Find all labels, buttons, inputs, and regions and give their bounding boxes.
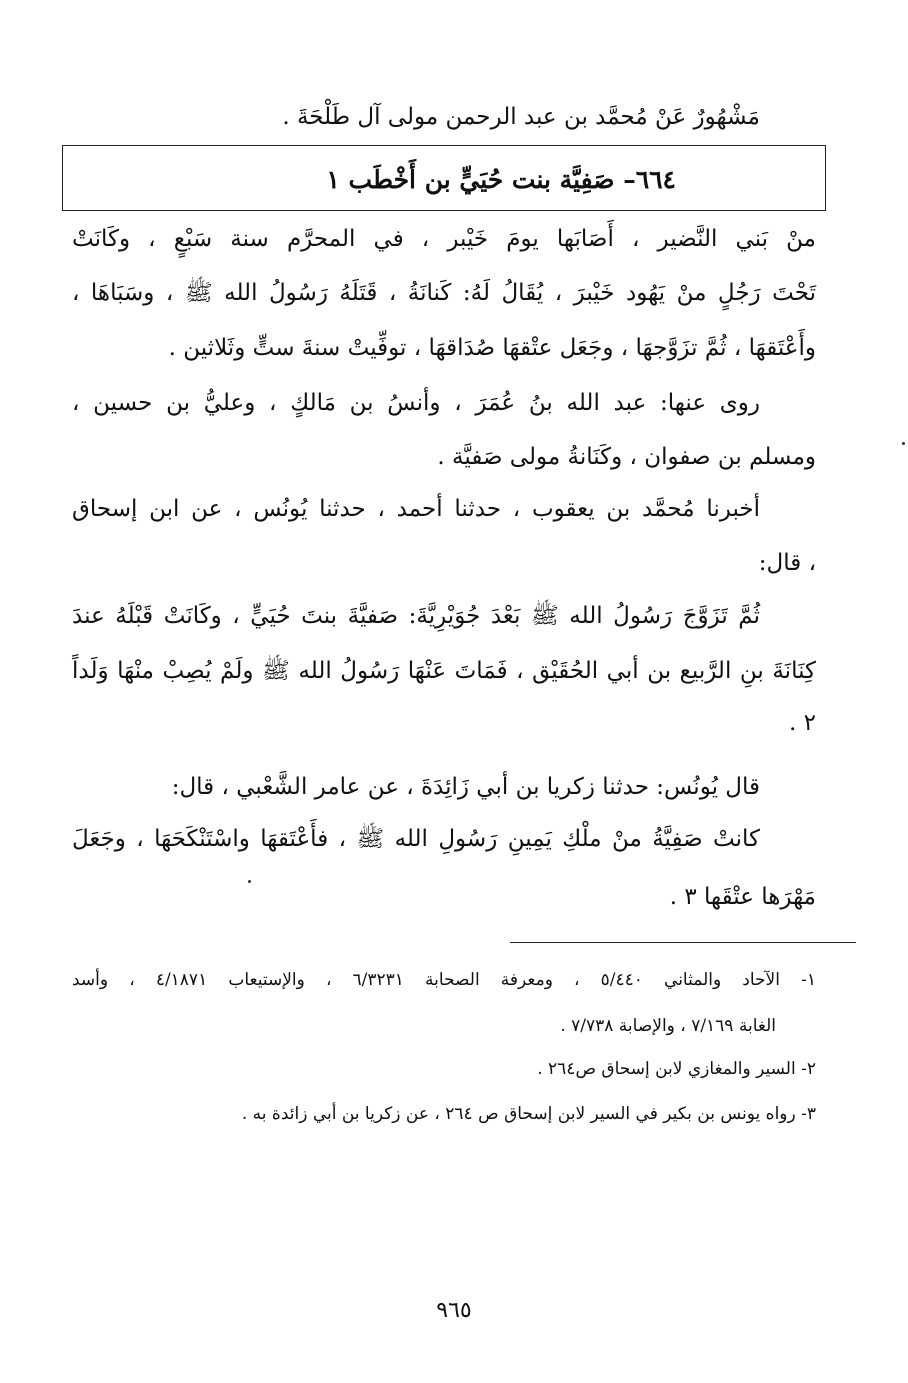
body-line-4: روى عنها: عبد الله بنُ عُمَرَ ، وأنسُ بن مَالكٍ ، وعليُّ بن حسين ،: [72, 390, 760, 416]
body-line-5: ومسلم بن صفوان ، وكَنَانةُ مولى صَفيَّة .: [437, 444, 816, 470]
scan-speck: [248, 880, 251, 883]
scan-speck: [902, 442, 905, 445]
header-line: مَشْهُورٌ عَنْ مُحمَّد بن عبد الرحمن مولى آل طَلْحَةَ .: [282, 104, 760, 130]
footnote-1-continued: الغابة ٧/١٦٩ ، والإصابة ٧/٧٣٨ .: [560, 1016, 776, 1036]
body-line-10: ٢ .: [789, 710, 816, 736]
body-line-11: قال يُونُس: حدثنا زكريا بن أبي زَائِدَةَ ، عن عامر الشَّعْبي ، قال:: [171, 774, 760, 800]
body-line-8: ثُمَّ تَزَوَّجَ رَسُولُ الله ﷺ بَعْدَ جُوَيْرِيَّةَ: صَفيَّةَ بنتَ حُيَيٍّ ، وكَانَتْ قَبْلَهُ عندَ: [72, 603, 760, 629]
entry-title: ٦٦٤– صَفِيَّة بنت حُيَيٍّ بن أَخْطَب ١: [326, 165, 676, 194]
body-line-2: تَحْتَ رَجُلٍ منْ يَهُود خَيْبرَ ، يُقَالُ لَهُ: كَنانَةُ ، قَتَلَهُ رَسُولُ الله ﷺ ، وسَبَاهَا ،: [72, 280, 816, 306]
page-number: ٩٦٥: [436, 1298, 472, 1323]
footnote-divider: [510, 942, 856, 943]
body-line-1: منْ بَني النَّضير ، أَصَابَها يومَ خَيْبر ، في المحرَّم سنة سَبْعٍ ، وكَانَتْ: [72, 226, 816, 252]
footnote-3: ٣- رواه يونس بن بكير في السير لابن إسحاق ص ٢٦٤ ، عن زكريا بن أبي زائدة به .: [241, 1104, 816, 1124]
body-line-13: مَهْرَها عتْقَها ٣ .: [669, 884, 816, 910]
body-line-3: وأَعْتَقهَا ، ثُمَّ تزَوَّجهَا ، وجَعَل عتْقهَا صُدَاقهَا ، توفِّيتْ سنةَ ستٍّ وثَلاثين .: [168, 335, 816, 361]
footnote-2: ٢- السير والمغازي لابن إسحاق ص٢٦٤ .: [537, 1059, 816, 1079]
body-line-6: أخبرنا مُحمَّد بن يعقوب ، حدثنا أحمد ، حدثنا يُونُس ، عن ابن إسحاق: [72, 496, 760, 522]
body-line-9: كِنَانَةَ بنِ الرَّبيع بن أبي الحُقَيْق ، فَمَاتَ عَنْهَا رَسُولُ الله ﷺ ولَمْ يُصِبْ منْهَا وَلَداً: [72, 658, 816, 684]
body-line-7: ، قال:: [758, 550, 816, 576]
footnote-1: ١- الآحاد والمثاني ٥/٤٤٠ ، ومعرفة الصحابة ٦/٣٢٣١ ، والإستيعاب ٤/١٨٧١ ، وأسد: [72, 970, 816, 990]
body-line-12: كانتْ صَفِيَّةُ منْ ملْكِ يَمِينِ رَسُولِ الله ﷺ ، فأَعْتَقهَا واسْتَنْكَحَهَا ، وجَعَلَ: [72, 826, 760, 852]
